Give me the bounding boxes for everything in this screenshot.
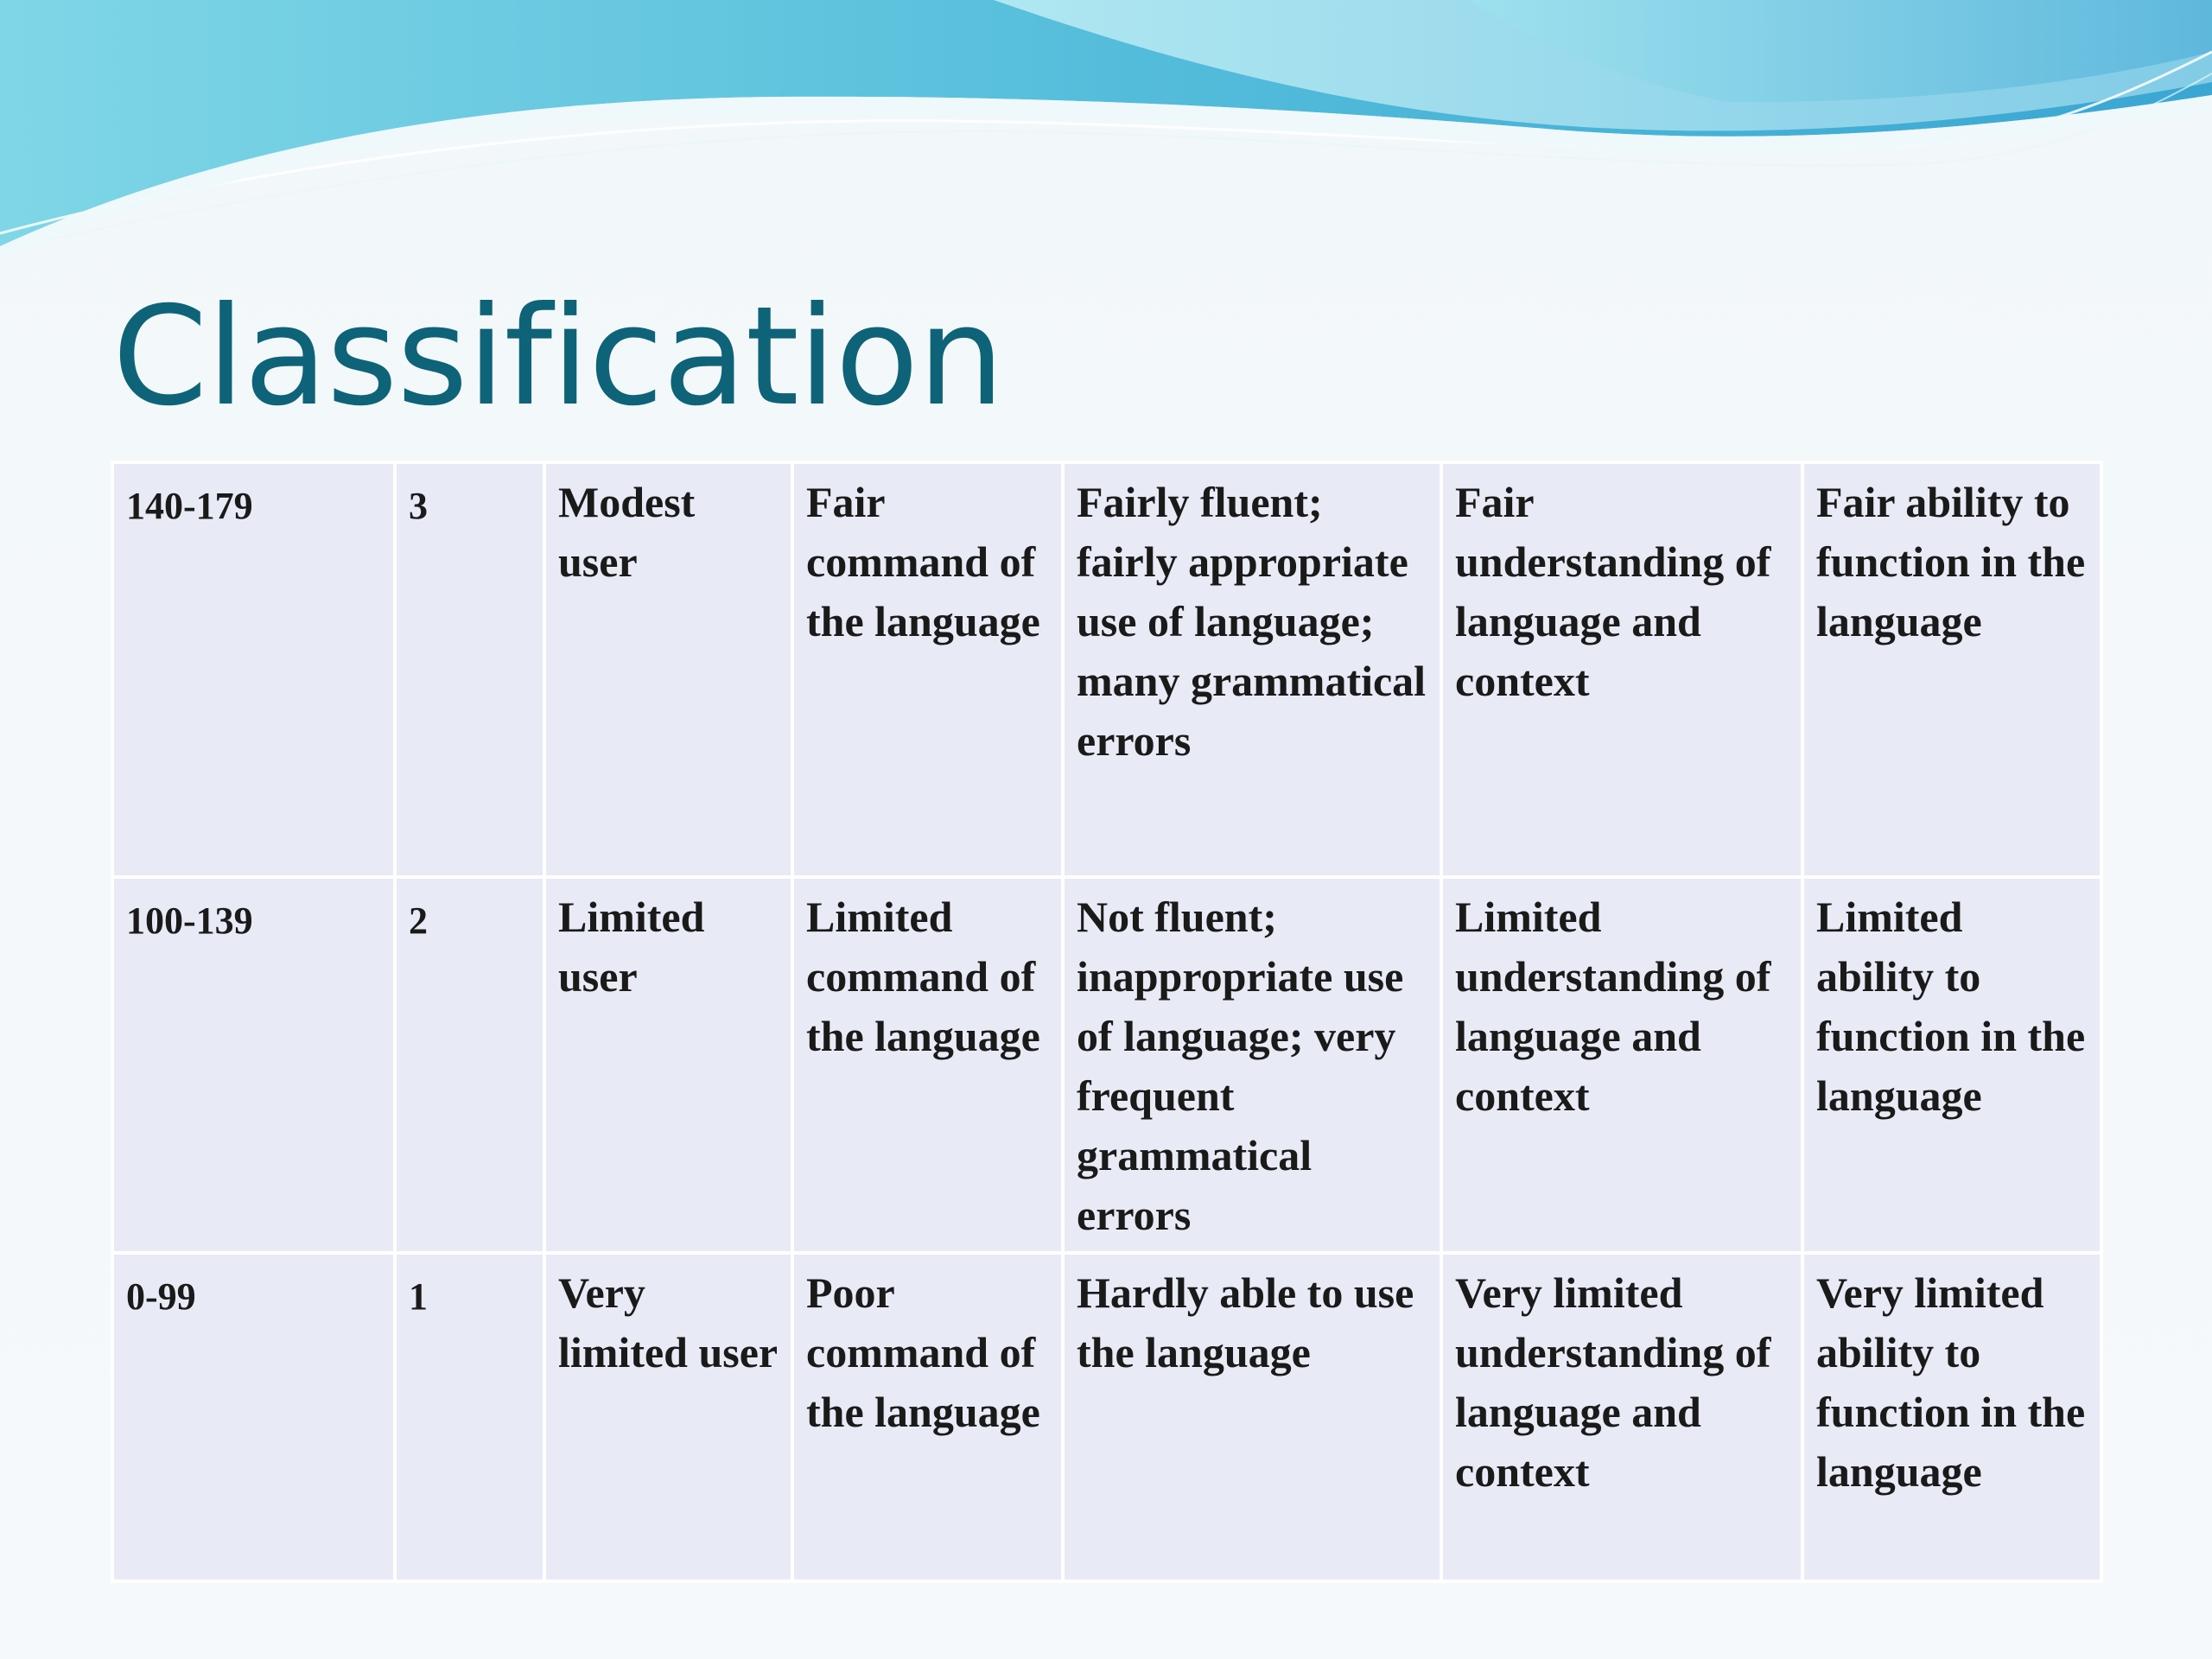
fluency-cell: Fairly fluent; fairly appropriate use of language; many grammatical errors bbox=[1063, 462, 1441, 877]
classification-table-container bbox=[111, 461, 2100, 1580]
classification-table bbox=[111, 461, 2103, 1583]
band-cell: 2 bbox=[395, 877, 544, 1253]
table-row bbox=[112, 462, 2101, 877]
band-cell: 1 bbox=[395, 1253, 544, 1581]
command-cell: Limited command of the language bbox=[792, 877, 1063, 1253]
user-level-cell: Very limited user bbox=[544, 1253, 792, 1581]
understanding-cell: Very limited understanding of language and context bbox=[1441, 1253, 1802, 1581]
ability-cell: Limited ability to function in the language bbox=[1802, 877, 2101, 1253]
band-cell: 3 bbox=[395, 462, 544, 877]
table-row bbox=[112, 877, 2101, 1253]
score-range-cell: 100-139 bbox=[112, 877, 395, 1253]
header-wave-decoration bbox=[0, 0, 2212, 259]
score-range-cell: 140-179 bbox=[112, 462, 395, 877]
score-range-cell: 0-99 bbox=[112, 1253, 395, 1581]
command-cell: Fair command of the language bbox=[792, 462, 1063, 877]
understanding-cell: Fair understanding of language and context bbox=[1441, 462, 1802, 877]
table-row bbox=[112, 1253, 2101, 1581]
slide-title: Classification bbox=[112, 277, 1004, 436]
fluency-cell: Hardly able to use the language bbox=[1063, 1253, 1441, 1581]
user-level-cell: Limited user bbox=[544, 877, 792, 1253]
understanding-cell: Limited understanding of language and context bbox=[1441, 877, 1802, 1253]
ability-cell: Very limited ability to function in the language bbox=[1802, 1253, 2101, 1581]
command-cell: Poor command of the language bbox=[792, 1253, 1063, 1581]
fluency-cell: Not fluent; inappropriate use of language; very frequent grammatical errors bbox=[1063, 877, 1441, 1253]
user-level-cell: Modest user bbox=[544, 462, 792, 877]
ability-cell: Fair ability to function in the language bbox=[1802, 462, 2101, 877]
